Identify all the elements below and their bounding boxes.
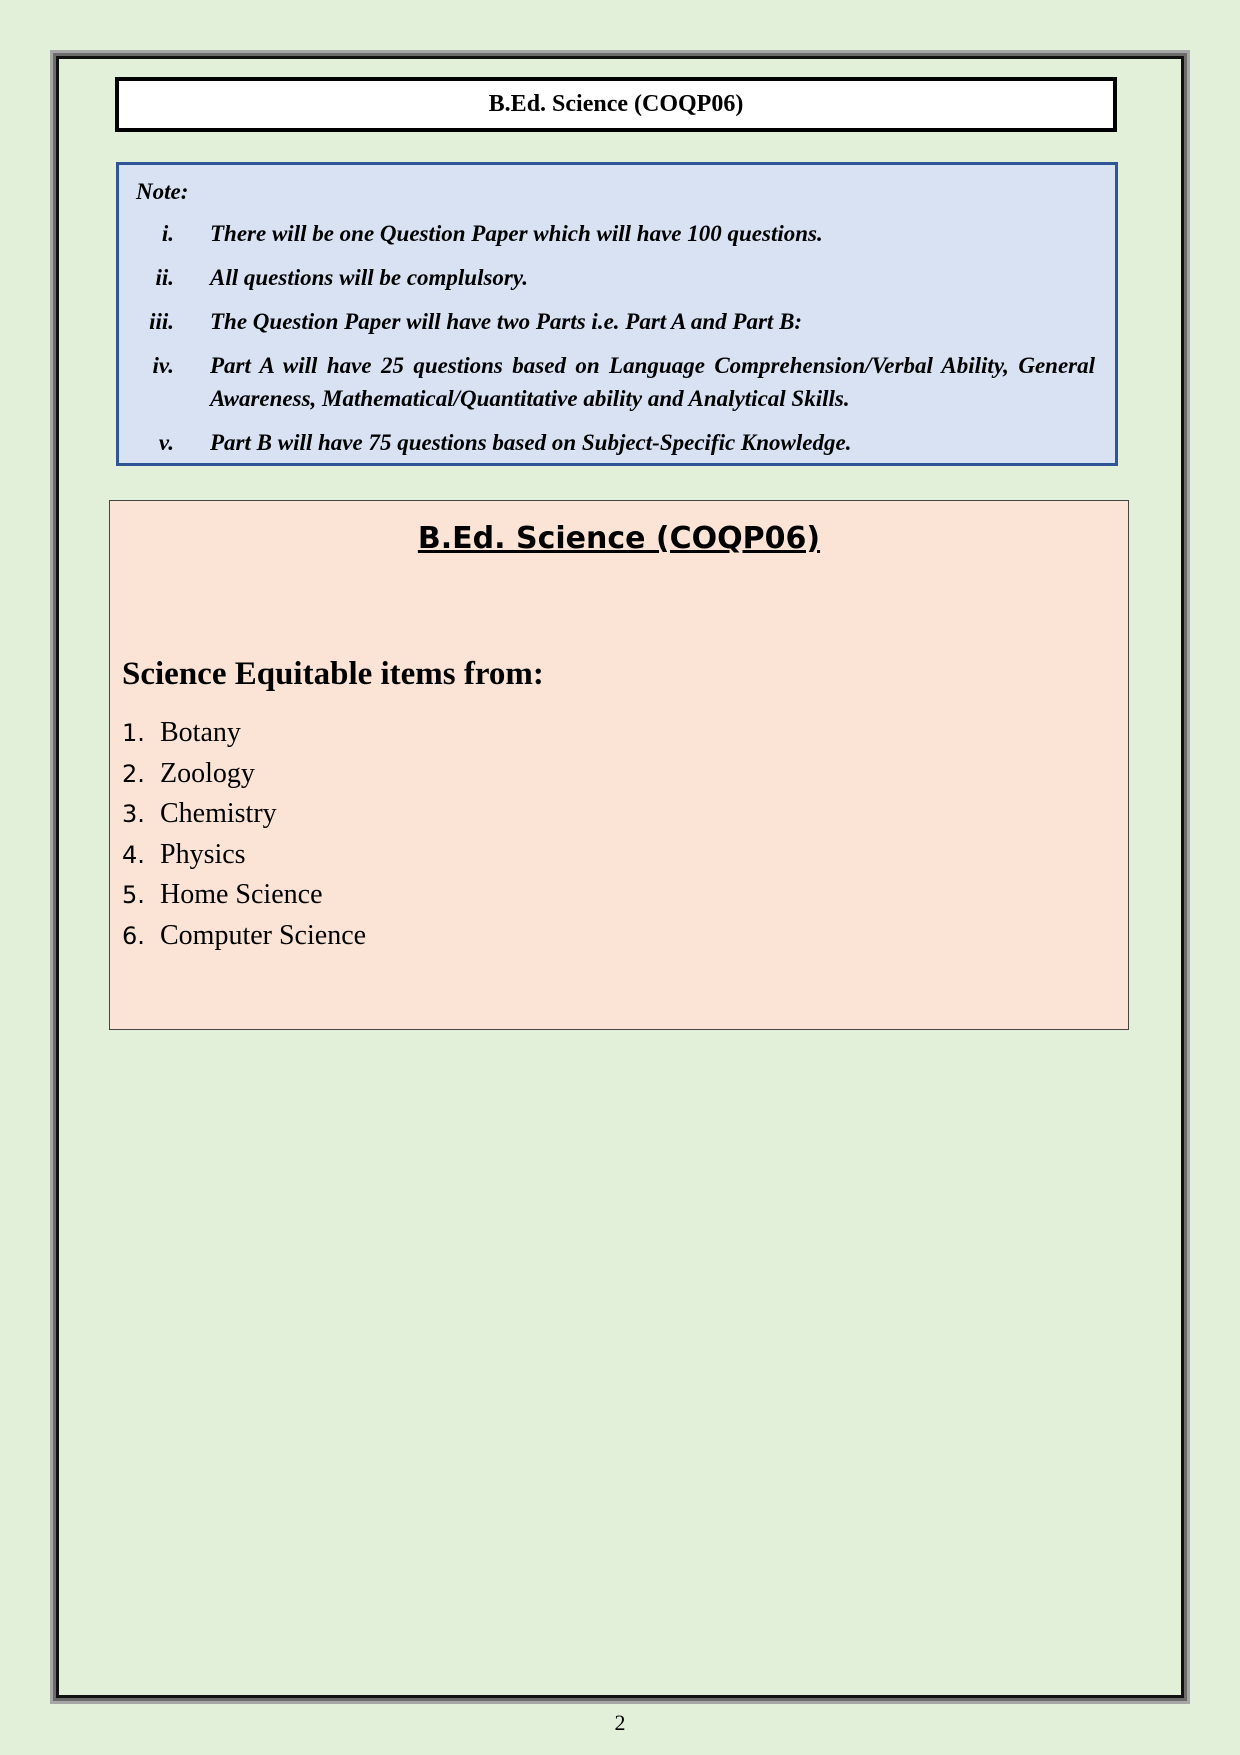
header-title-box <box>115 77 1117 132</box>
note-item-number: iii. <box>149 309 174 334</box>
syllabus-subtitle: Science Equitable items from: <box>122 656 544 692</box>
note-item-text: Part B will have 75 questions based on Subject-Specific Knowledge. <box>210 430 852 455</box>
subject-number: 1. <box>122 719 145 747</box>
subject-name: Computer Science <box>160 919 367 951</box>
note-item <box>136 217 1095 250</box>
note-item <box>136 261 1095 294</box>
subject-name: Home Science <box>160 879 323 910</box>
subject-number: 3. <box>122 800 145 828</box>
subject-name: Botany <box>160 717 241 748</box>
subject-item <box>122 879 366 920</box>
note-item <box>136 305 1095 338</box>
syllabus-title: B.Ed. Science (COQP06) <box>417 521 821 556</box>
header-title: B.Ed. Science (COQP06) <box>488 91 744 117</box>
subject-item <box>122 758 366 799</box>
subject-item <box>122 717 366 758</box>
note-item-text: There will be one Question Paper which will have 100 questions. <box>210 221 823 246</box>
note-item-text: All questions will be complulsory. <box>210 265 528 290</box>
note-item-number: ii. <box>155 265 174 290</box>
note-label: Note: <box>136 179 189 204</box>
note-box <box>116 162 1118 466</box>
subject-number: 6. <box>122 921 145 950</box>
subject-name: Zoology <box>160 757 255 789</box>
subject-list <box>122 717 366 960</box>
page-number: 2 <box>614 1710 626 1735</box>
note-item-number: iv. <box>152 353 174 378</box>
subject-name: Physics <box>160 838 246 870</box>
subject-number: 2. <box>122 759 145 788</box>
note-item <box>136 426 1095 459</box>
syllabus-box <box>109 500 1129 1030</box>
note-item-number: v. <box>158 430 174 455</box>
note-item-text: The Question Paper will have two Parts i.e. Part A and Part B: <box>210 309 803 334</box>
subject-number: 4. <box>122 840 145 869</box>
subject-item <box>122 798 366 839</box>
note-item <box>136 349 1095 415</box>
subject-name: Chemistry <box>160 798 277 829</box>
note-item-number: i. <box>161 221 174 246</box>
note-list <box>136 217 1095 459</box>
subject-item <box>122 920 366 961</box>
subject-item <box>122 839 366 880</box>
subject-number: 5. <box>122 881 145 909</box>
note-item-text: Part A will have 25 questions based on Language Comprehension/Verbal Ability, General Awareness, Mathematical/Quantitative ability and Analytical Skills. <box>210 353 1095 411</box>
